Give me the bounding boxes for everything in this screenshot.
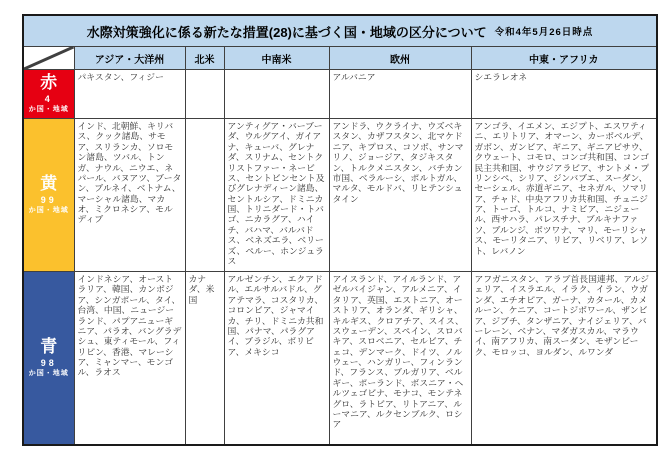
cell-yellow-asia: インド、北朝鮮、キリバス、クック諸島、サモア、スリランカ、ソロモン諸島、ツバル、トンガ、ナウル、ニウエ、ネパール、バヌアツ、ブータン、ブルネイ、ベトナム、マーシャル諸島、マカオ、ミクロネシア、モルディブ (74, 119, 185, 272)
diagonal-line-icon (24, 47, 74, 69)
cell-red-middle-east-africa: シエラレオネ (471, 70, 657, 119)
row-label-blue-count: 98 (40, 357, 57, 368)
row-label-red-text: 赤 (40, 73, 58, 93)
cell-red-central-south-america (224, 70, 329, 119)
cell-yellow-middle-east-africa: アンゴラ、イエメン、エジプト、エスワティニ、エリトリア、オマーン、カーボベルデ、ガボン、ガンビア、ギニア、ギニアビサウ、クウェート、コモロ、コンゴ共和国、コンゴ民主共和国、サウジアラビア、サントメ・プリンシペ、シリア、ジンバブエ、スーダン、セーシェル、赤道ギニア、セネガル、ソマリア、チャド、中央アフリカ共和国、チュニジア、トーゴ、トルコ、ナミビア、ニジェール、西サハラ、パレスチナ、ブルキナファソ、ブルンジ、ボツワナ、マリ、モーリシャス、モーリタニア、リビア、リベリア、レソト、レバノン (471, 119, 657, 272)
table-row-red (23, 70, 657, 119)
row-label-yellow-text: 黄 (40, 174, 58, 194)
cell-yellow-north-america (185, 119, 224, 272)
diagonal-header-cell (23, 47, 74, 70)
cell-red-europe: アルバニア (329, 70, 471, 119)
row-label-blue-text: 青 (40, 336, 58, 356)
row-label-blue (23, 272, 74, 445)
row-label-red-unit: か国・地域 (28, 105, 69, 113)
row-label-yellow-count: 99 (40, 194, 57, 205)
row-label-red (23, 70, 74, 119)
cell-blue-north-america: カナダ、米国 (185, 272, 224, 445)
row-label-yellow-unit: か国・地域 (28, 206, 69, 214)
title-date: 令和4年5月26日時点 (494, 27, 594, 38)
title-bar (23, 15, 657, 47)
table-row-blue (23, 272, 657, 445)
cell-blue-central-south-america: アルゼンチン、エクアドル、エルサルバドル、グアテマラ、コスタリカ、コロンビア、ジャマイカ、チリ、ドミニカ共和国、パナマ、パラグアイ、ブラジル、ボリビア、メキシコ (224, 272, 329, 445)
row-label-red-count: 4 (44, 93, 53, 104)
classification-table (22, 14, 658, 446)
column-header-middle-east-africa: 中東・アフリカ (471, 47, 657, 70)
page-title: 水際対策強化に係る新たな措置(28)に基づく国・地域の区分について (86, 24, 487, 40)
column-header-north-america: 北米 (185, 47, 224, 70)
cell-yellow-central-south-america: アンティグア・バーブーダ、ウルグアイ、ガイアナ、キューバ、グレナダ、スリナム、セントクリストファー・ネービス、セントビンセント及びグレナディーン諸島、セントルシア、ドミニカ国、トリニダード・トバゴ、ニカラグア、ハイチ、バハマ、バルバドス、ベネズエラ、ベリーズ、ペルー、ホンジュラス (224, 119, 329, 272)
cell-yellow-europe: アンドラ、ウクライナ、ウズベキスタン、カザフスタン、北マケドニア、キプロス、コソボ、サンマリノ、ジョージア、タジキスタン、トルクメニスタン、バチカン市国、ベラルーシ、ポルトガル、マルタ、モルドバ、リヒテンシュタイン (329, 119, 471, 272)
column-header-asia-oceania: アジア・大洋州 (74, 47, 185, 70)
cell-red-asia: パキスタン、フィジー (74, 70, 185, 119)
cell-red-north-america (185, 70, 224, 119)
cell-blue-asia: インドネシア、オーストラリア、韓国、カンボジア、シンガポール、タイ、台湾、中国、ニュージーランド、パプアニューギニア、パラオ、バングラデシュ、東ティモール、フィリピン、香港、マレーシア、ミャンマー、モンゴル、ラオス (74, 272, 185, 445)
cell-blue-middle-east-africa: アフガニスタン、アラブ首長国連邦、アルジェリア、イスラエル、イラク、イラン、ウガンダ、エチオピア、ガーナ、カタール、カメルーン、ケニア、コートジボワール、ザンビア、ジブチ、タンザニア、ナイジェリア、バーレーン、ベナン、マダガスカル、マラウイ、南アフリカ、南スーダン、モザンビーク、モロッコ、ヨルダン、ルワンダ (471, 272, 657, 445)
column-header-europe: 欧州 (329, 47, 471, 70)
table-row-yellow (23, 119, 657, 272)
row-label-blue-unit: か国・地域 (28, 369, 69, 377)
row-label-yellow (23, 119, 74, 272)
column-header-central-south-america: 中南米 (224, 47, 329, 70)
cell-blue-europe: アイスランド、アイルランド、アゼルバイジャン、アルメニア、イタリア、英国、エストニア、オーストリア、オランダ、ギリシャ、キルギス、クロアチア、スイス、スウェーデン、スペイン、スロバキア、スロベニア、セルビア、チェコ、デンマーク、ドイツ、ノルウェー、ハンガリー、フィンランド、フランス、ブルガリア、ベルギー、ポーランド、ボスニア・ヘルツェゴビナ、モナコ、モンテネグロ、ラトビア、リトアニア、ルーマニア、ルクセンブルク、ロシア (329, 272, 471, 445)
